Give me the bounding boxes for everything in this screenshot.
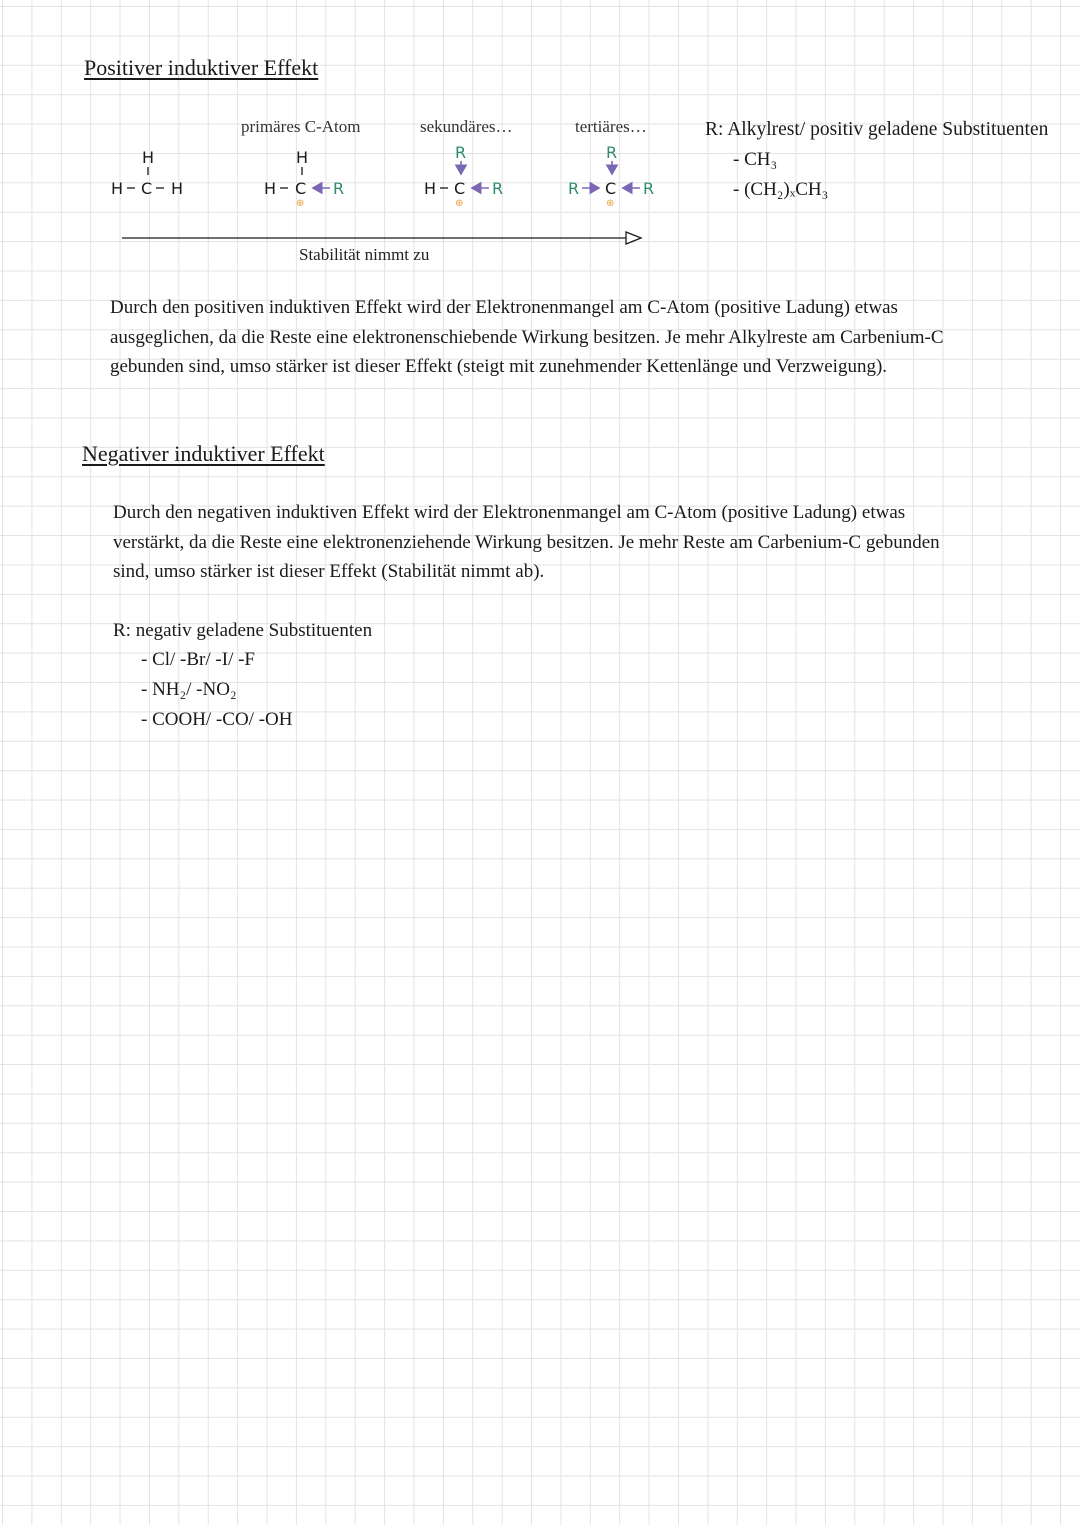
negative-substituent-item: - Cl/ -Br/ -I/ -F [141, 649, 255, 670]
atom-h: H [296, 148, 309, 167]
atom-c: C [605, 179, 617, 198]
stability-label: Stabilität nimmt zu [299, 245, 430, 264]
atom-c: C [454, 179, 466, 198]
secondary-structure [424, 143, 503, 209]
paragraph-line: sind, umso stärker ist dieser Effekt (Stabilität nimmt ab). [113, 561, 545, 582]
label-secondary: sekundäres… [420, 117, 513, 136]
positive-substituents-title: R: Alkylrest/ positiv geladene Substituenten [705, 119, 1049, 140]
positive-charge: ⊕ [296, 198, 305, 209]
atom-c: C [295, 179, 307, 198]
primary-structure [264, 148, 344, 209]
stability-arrow [122, 232, 641, 244]
atom-r: R [606, 143, 618, 162]
negative-substituents-title: R: negativ geladene Substituenten [113, 620, 373, 641]
label-primary: primäres C-Atom [241, 117, 361, 136]
paragraph-line: gebunden sind, umso stärker ist dieser Effekt (steigt mit zunehmender Kettenlänge und Verzweigung). [110, 356, 888, 377]
atom-r: R [568, 179, 580, 198]
atom-r: R [643, 179, 655, 198]
positive-charge: ⊕ [455, 198, 464, 209]
atom-r: R [455, 143, 467, 162]
positive-substituent-item: - CH₃ [733, 149, 778, 170]
atom-r: R [333, 179, 345, 198]
atom-r: R [492, 179, 504, 198]
atom-h: H [424, 179, 437, 198]
paragraph-line: verstärkt, da die Reste eine elektronenziehende Wirkung besitzen. Je mehr Reste am Carbenium-C gebunden [113, 531, 940, 553]
paragraph-line: Durch den positiven induktiven Effekt wird der Elektronenmangel am C-Atom (positive Ladung) etwas [110, 297, 898, 318]
atom-h: H [171, 179, 184, 198]
positive-substituent-item: - (CH₂)ₓCH₃ [733, 179, 829, 200]
negative-substituent-item: - NH₂/ -NO₂ [141, 679, 237, 700]
positive-heading: Positiver induktiver Effekt [84, 55, 319, 80]
atom-c: C [141, 179, 153, 198]
label-tertiary: tertiäres… [575, 117, 647, 136]
negative-substituent-item: - COOH/ -CO/ -OH [141, 709, 293, 730]
positive-charge: ⊕ [606, 198, 615, 209]
negative-paragraph [113, 498, 940, 587]
atom-h: H [142, 148, 155, 167]
methyl-cation-structure [111, 148, 183, 198]
paragraph-line: Durch den negativen induktiven Effekt wird der Elektronenmangel am C-Atom (positive Ladung) etwas [113, 502, 906, 523]
atom-h: H [111, 179, 124, 198]
paragraph-line: ausgeglichen, da die Reste eine elektronenschiebende Wirkung besitzen. Je mehr Alkylreste am Carbenium-C [110, 326, 944, 348]
atom-h: H [264, 179, 277, 198]
tertiary-structure [568, 143, 654, 209]
positive-paragraph [110, 293, 944, 382]
negative-heading: Negativer induktiver Effekt [82, 441, 325, 466]
